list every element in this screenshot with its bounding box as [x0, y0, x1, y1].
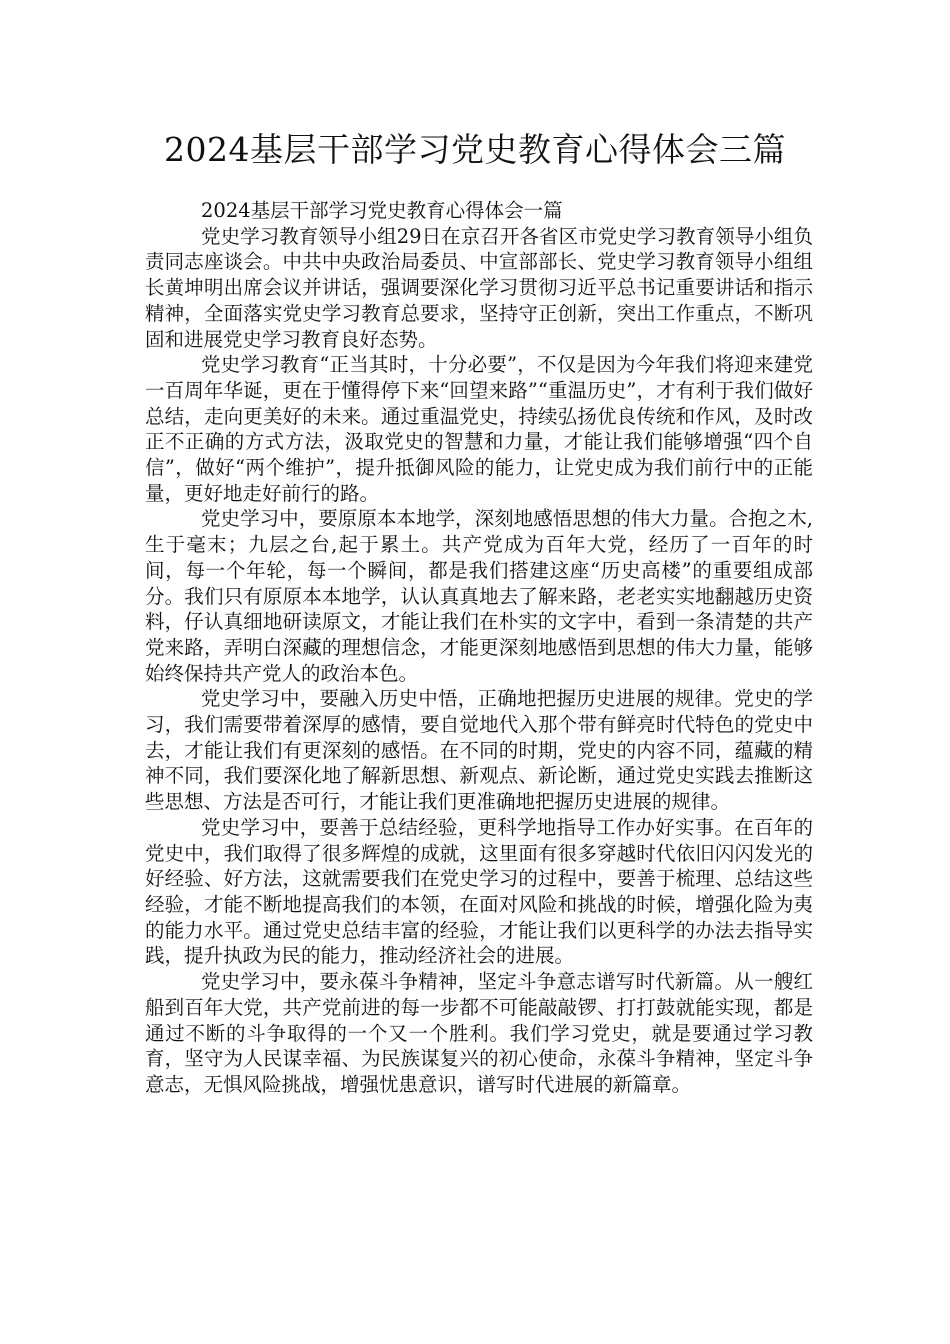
body-paragraph: 党史学习中，要永葆斗争精神，坚定斗争意志谱写时代新篇。从一艘红船到百年大党，共产党前进的每一步都不可能敲敲锣、打打鼓就能实现，都是通过不断的斗争取得的一个又一个胜利。我们学习党史，就是要通过学习教育，坚守为人民谋幸福、为民族谋复兴的初心使命，永葆斗争精神，坚定斗争意志，无惧风险挑战，增强忧患意识，谱写时代进展的新篇章。 — [145, 970, 813, 1096]
body-paragraph: 党史学习中，要善于总结经验，更科学地指导工作办好实事。在百年的党史中，我们取得了很多辉煌的成就，这里面有很多穿越时代依旧闪闪发光的好经验、好方法，这就需要我们在党史学习的过程中，要善于梳理、总结这些经验，才能不断地提高我们的本领，在面对风险和挑战的时候，增强化险为夷的能力水平。通过党史总结丰富的经验，才能让我们以更科学的办法去指导实践，提升执政为民的能力，推动经济社会的进展。 — [145, 815, 813, 968]
section-subtitle: 2024基层干部学习党史教育心得体会一篇 — [201, 199, 563, 222]
body-paragraph: 党史学习中，要融入历史中悟，正确地把握历史进展的规律。党史的学习，我们需要带着深厚的感情，要自觉地代入那个带有鲜亮时代特色的党史中去，才能让我们有更深刻的感悟。在不同的时期，党史的内容不同，蕴藏的精神不同，我们要深化地了解新思想、新观点、新论断，通过党史实践去推断这些思想、方法是否可行，才能让我们更准确地把握历史进展的规律。 — [145, 687, 813, 814]
document-body — [145, 198, 813, 1098]
body-paragraph: 党史学习教育“正当其时，十分必要”，不仅是因为今年我们将迎来建党一百周年华诞，更在于懂得停下来“回望来路”“重温历史”，才有利于我们做好总结，走向更美好的未来。通过重温党史，持续弘扬优良传统和作风，及时改正不正确的方式方法，汲取党史的智慧和力量，才能让我们能够增强“四个自信”，做好“两个维护”，提升抵御风险的能力，让党史成为我们前行中的正能量，更好地走好前行的路。 — [145, 353, 813, 505]
document-title: 2024基层干部学习党史教育心得体会三篇 — [164, 130, 786, 169]
body-paragraph: 党史学习中，要原原本本地学，深刻地感悟思想的伟大力量。合抱之木,生于毫末；九层之台,起于累土。共产党成为百年大党，经历了一百年的时间，每一个年轮，每一个瞬间，都是我们搭建这座“历史高楼”的重要组成部分。我们只有原原本本地学，认认真真地去了解来路，老老实实地翻越历史资料，仔认真细地研读原文，才能让我们在朴实的文字中，看到一条清楚的共产党来路，弄明白深藏的理想信念，才能更深刻地感悟到思想的伟大力量，能够始终保持共产党人的政治本色。 — [145, 507, 813, 685]
body-paragraph: 党史学习教育领导小组29日在京召开各省区市党史学习教育领导小组负责同志座谈会。中共中央政治局委员、中宣部部长、党史学习教育领导小组组长黄坤明出席会议并讲话，强调要深化学习贯彻习近平总书记重要讲话和指示精神，全面落实党史学习教育总要求，坚持守正创新，突出工作重点，不断巩固和进展党史学习教育良好态势。 — [145, 224, 813, 351]
